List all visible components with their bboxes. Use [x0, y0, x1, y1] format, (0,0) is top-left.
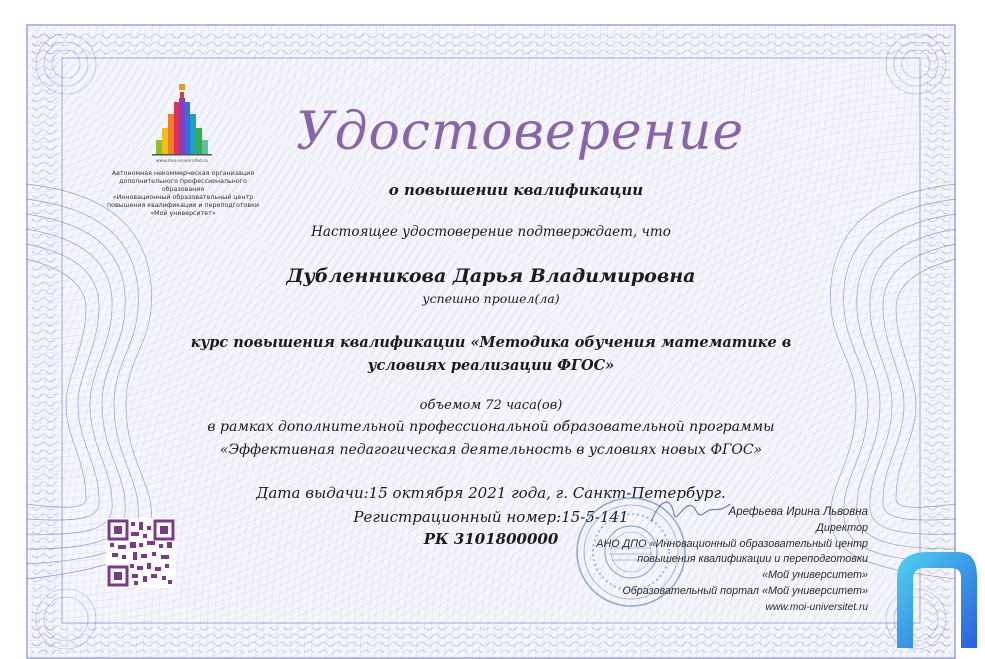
website-line: www.moi-universitet.ru — [765, 601, 868, 613]
recipient-name: Дубленникова Дарья Владимировна — [286, 265, 696, 287]
course-line-1: курс повышения квалификации «Методика обучения математике в — [190, 334, 792, 351]
program-line-2: «Эффективная педагогическая деятельность в условиях новых ФГОС» — [219, 442, 763, 458]
organization-line: дополнительного профессионального образования — [119, 178, 247, 194]
organization-line: «Инновационный образовательный центр — [112, 194, 254, 202]
tower-logo-icon — [148, 84, 218, 164]
signature-org-line: повышения квалификации и переподготовки — [637, 553, 868, 566]
registration-line: Регистрационный номер:15-5-141 — [353, 508, 629, 526]
issue-date-line: Дата выдачи:15 октября 2021 года, г. Санкт-Петербург. — [256, 484, 726, 502]
signature-org-line: АНО ДПО «Инновационный образовательный центр — [596, 537, 868, 550]
certificate-subtitle: о повышении квалификации — [388, 181, 644, 199]
director-position: Директор — [816, 521, 868, 534]
hours-line: объемом 72 часа(ов) — [419, 398, 563, 413]
program-line-1: в рамках дополнительной профессиональной образовательной программы — [207, 419, 775, 435]
corner-brand-icon — [887, 548, 977, 652]
qr-code-icon — [106, 518, 176, 588]
organization-line: повышения квалификации и переподготовки — [107, 202, 259, 210]
organization-line: «Мой университет» — [150, 210, 216, 218]
signature-org-line: «Мой университет» — [761, 569, 868, 582]
certificate-title: Удостоверение — [296, 102, 745, 162]
director-name: Арефьева Ирина Львовна — [728, 506, 868, 518]
portal-line: Образовательный портал «Мой университет» — [622, 584, 868, 597]
confirm-line: Настоящее удостоверение подтверждает, что — [311, 224, 671, 240]
handwritten-signature — [646, 492, 736, 532]
completed-line: успешно прошел(ла) — [422, 291, 560, 306]
organization-line: Автономная некоммерческая организация — [111, 170, 255, 177]
organization-name — [98, 170, 268, 219]
serial-number: РК 3101800000 — [423, 530, 559, 548]
logo-site: www.moi-universitet.ru — [155, 159, 209, 164]
course-line-2: условиях реализации ФГОС» — [367, 357, 615, 374]
certificate — [26, 24, 956, 659]
